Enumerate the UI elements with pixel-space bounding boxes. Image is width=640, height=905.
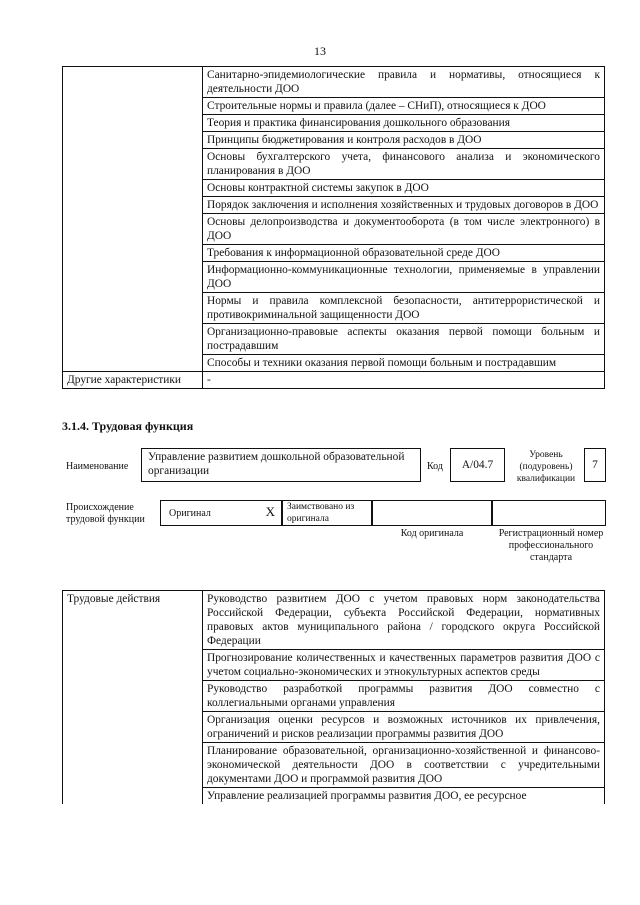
labor-action: Планирование образовательной, организационно-хозяйственной и финансово-экономической деятельности ДОО в соответствии с учредительными документами ДОО и программой развития ДОО [203,743,605,788]
left-empty-cell [63,67,203,372]
original-box [160,500,282,526]
reg-number-label: Регистрационный номер профессионального стандарта [498,528,604,563]
borrowed-box: Заимствовано из оригинала [282,500,372,526]
original-label: Оригинал [169,508,211,519]
knowledge-item: Основы делопроизводства и документооборота (в том числе электронного) в ДОО [203,214,605,245]
knowledge-item: Требования к информационной образовательной среде ДОО [203,245,605,262]
code-label: Код [427,461,443,472]
knowledge-item: Принципы бюджетирования и контроля расходов в ДОО [203,132,605,149]
function-code-box: А/04.7 [450,448,505,482]
knowledge-item: Информационно-коммуникационные технологии, применяемые в управлении ДОО [203,262,605,293]
name-label: Наименование [66,461,129,472]
knowledge-item: Строительные нормы и правила (далее – СНиП), относящиеся к ДОО [203,98,605,115]
level-label: Уровень (подуровень) квалификации [516,450,576,484]
original-mark: X [265,504,275,519]
code-original-box [372,500,492,526]
section-title: 3.1.4. Трудовая функция [62,419,194,433]
knowledge-item: Санитарно-эпидемиологические правила и нормативы, относящиеся к деятельности ДОО [203,67,605,98]
origin-label: Происхождение трудовой функции [66,502,145,525]
labor-actions-table [62,590,605,804]
knowledge-item: Основы бухгалтерского учета, финансового анализа и экономического планирования в ДОО [203,149,605,180]
level-value-box: 7 [584,448,606,482]
knowledge-item: Способы и техники оказания первой помощи больным и пострадавшим [203,355,605,372]
other-characteristics-value: - [203,372,605,389]
knowledge-item: Организационно-правовые аспекты оказания первой помощи больным и пострадавшим [203,324,605,355]
code-original-label: Код оригинала [400,528,464,539]
knowledge-item: Основы контрактной системы закупок в ДОО [203,180,605,197]
knowledge-item: Нормы и правила комплексной безопасности, антитеррористической и противокриминальной защищенности ДОО [203,293,605,324]
labor-action: Организация оценки ресурсов и возможных источников их привлечения, ограничений и рисков реализации программы развития ДОО [203,712,605,743]
knowledge-table [62,66,605,389]
labor-action: Управление реализацией программы развития ДОО, ее ресурсное [203,788,605,805]
labor-actions-label: Трудовые действия [63,591,203,805]
table-row [63,372,605,389]
knowledge-item: Теория и практика финансирования дошкольного образования [203,115,605,132]
page-number: 13 [314,44,326,58]
labor-action: Прогнозирование количественных и качественных параметров развития ДОО с учетом социально-экономических и этнокультурных аспектов среды [203,650,605,681]
table-row [63,67,605,98]
labor-action: Руководство развитием ДОО с учетом правовых норм законодательства Российской Федерации, субъекта Российской Федерации, нормативных правовых актов муниципального района / городского округа Российской Федерации [203,591,605,650]
other-characteristics-label: Другие характеристики [63,372,203,389]
labor-action: Руководство разработкой программы развития ДОО совместно с коллегиальными органами управления [203,681,605,712]
knowledge-item: Порядок заключения и исполнения хозяйственных и трудовых договоров в ДОО [203,197,605,214]
function-name-box: Управление развитием дошкольной образовательной организации [141,448,421,482]
table-row [63,591,605,650]
reg-number-box [492,500,606,526]
